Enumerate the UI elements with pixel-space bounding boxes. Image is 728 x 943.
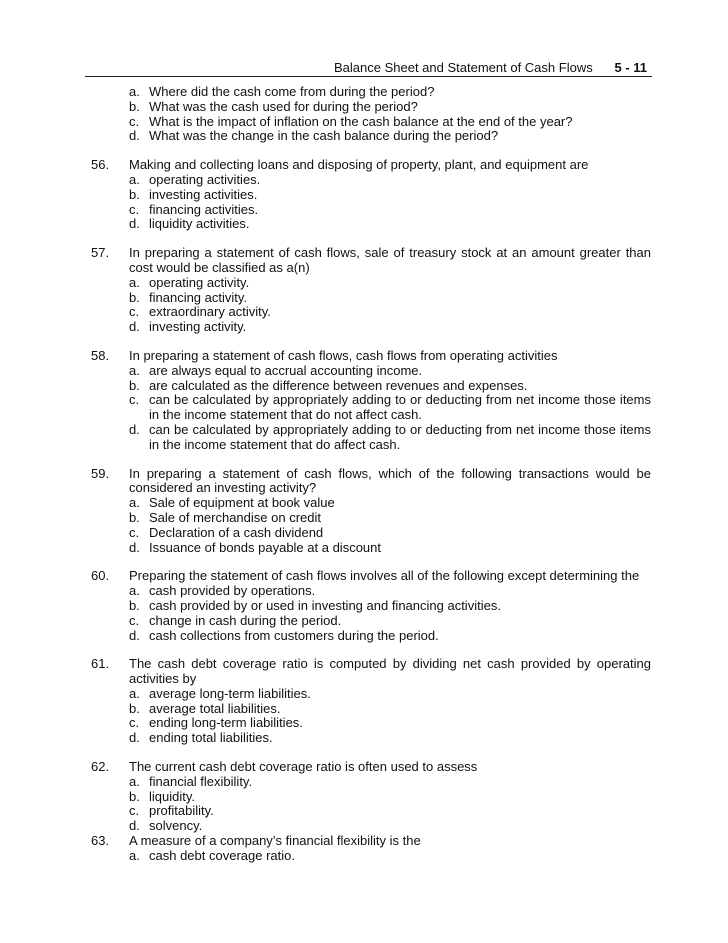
option-list	[91, 687, 651, 746]
option-text: Sale of equipment at book value	[149, 495, 335, 511]
option-list	[91, 849, 651, 864]
option-text: average total liabilities.	[149, 700, 281, 716]
answer-option	[129, 804, 651, 819]
answer-option	[129, 526, 651, 541]
answer-option	[129, 849, 651, 864]
option-text: financing activity.	[149, 289, 248, 305]
option-letter: c.	[129, 803, 140, 819]
question-stem: Making and collecting loans and disposing of property, plant, and equipment are	[129, 157, 589, 173]
answer-option	[129, 173, 651, 188]
option-letter: d.	[129, 539, 140, 555]
question-number: 63.	[91, 833, 110, 849]
option-letter: d.	[129, 730, 140, 746]
option-list	[91, 775, 651, 834]
option-letter: a.	[129, 274, 140, 290]
option-text: extraordinary activity.	[149, 304, 271, 320]
option-letter: c.	[129, 524, 140, 540]
option-letter: b.	[129, 289, 140, 305]
question-continuation	[91, 85, 651, 144]
question-item	[91, 834, 651, 864]
option-text: cash provided by or used in investing and financing activities.	[149, 597, 501, 613]
question-item	[91, 246, 651, 335]
option-text: average long-term liabilities.	[149, 685, 311, 701]
answer-option	[129, 614, 651, 629]
option-text: investing activities.	[149, 186, 258, 202]
answer-option	[129, 393, 651, 423]
option-list	[91, 276, 651, 335]
option-text: financing activities.	[149, 201, 259, 217]
question-number: 58.	[91, 347, 110, 363]
option-letter: d.	[129, 128, 140, 144]
question-number: 57.	[91, 245, 110, 261]
answer-option	[129, 702, 651, 717]
option-letter: b.	[129, 186, 140, 202]
option-text: are calculated as the difference between revenues and expenses.	[149, 377, 528, 393]
option-letter: b.	[129, 98, 140, 114]
option-text: cash debt coverage ratio.	[149, 847, 295, 863]
option-text: profitability.	[149, 803, 214, 819]
question-number: 61.	[91, 656, 110, 672]
option-text: ending total liabilities.	[149, 730, 273, 746]
answer-option	[129, 819, 651, 834]
option-text: Sale of merchandise on credit	[149, 509, 321, 525]
option-text: What was the cash used for during the period?	[149, 98, 418, 114]
question-item	[91, 467, 651, 556]
answer-option	[129, 129, 651, 144]
option-letter: b.	[129, 700, 140, 716]
question-stem: The cash debt coverage ratio is computed by dividing net cash provided by operating activities by	[129, 656, 651, 687]
answer-option	[129, 85, 651, 100]
option-text: Where did the cash come from during the period?	[149, 84, 435, 99]
answer-option	[129, 629, 651, 644]
answer-option	[129, 364, 651, 379]
answer-option	[129, 775, 651, 790]
answer-option	[129, 291, 651, 306]
option-letter: b.	[129, 509, 140, 525]
answer-option	[129, 599, 651, 614]
answer-option	[129, 203, 651, 218]
question-number: 62.	[91, 759, 110, 775]
option-letter: d.	[129, 319, 140, 335]
option-text: cash provided by operations.	[149, 583, 316, 599]
option-text: operating activity.	[149, 274, 250, 290]
option-text: liquidity.	[149, 788, 196, 804]
option-text: liquidity activities.	[149, 216, 250, 232]
option-letter: c.	[129, 304, 140, 320]
answer-option	[129, 423, 651, 453]
option-text: financial flexibility.	[149, 773, 253, 789]
question-list	[91, 85, 651, 864]
answer-option	[129, 276, 651, 291]
option-list	[91, 85, 651, 144]
question-number: 60.	[91, 568, 110, 584]
option-text: ending long-term liabilities.	[149, 715, 303, 731]
option-letter: d.	[129, 627, 140, 643]
option-text: change in cash during the period.	[149, 612, 342, 628]
answer-option	[129, 188, 651, 203]
question-stem: The current cash debt coverage ratio is often used to assess	[129, 759, 478, 775]
answer-option	[129, 790, 651, 805]
answer-option	[129, 687, 651, 702]
answer-option	[129, 115, 651, 130]
option-text: can be calculated by appropriately adding to or deducting from net income those items in the income statement that do affect cash.	[149, 421, 651, 452]
option-text: can be calculated by appropriately adding to or deducting from net income those items in the income statement that do not affect cash.	[149, 392, 651, 423]
option-letter: d.	[129, 216, 140, 232]
option-list	[91, 496, 651, 555]
question-stem: Preparing the statement of cash flows involves all of the following except determining the	[129, 568, 640, 584]
question-item	[91, 158, 651, 232]
question-item	[91, 760, 651, 834]
question-number: 56.	[91, 157, 110, 173]
option-letter: c.	[129, 392, 140, 408]
option-text: investing activity.	[149, 319, 247, 335]
answer-option	[129, 496, 651, 511]
option-letter: a.	[129, 583, 140, 599]
option-letter: c.	[129, 715, 140, 731]
option-letter: c.	[129, 201, 140, 217]
question-item	[91, 657, 651, 746]
question-number: 59.	[91, 465, 110, 481]
option-letter: d.	[129, 421, 140, 437]
question-stem: In preparing a statement of cash flows, which of the following transactions would be considered an investing activity?	[129, 465, 651, 496]
answer-option	[129, 541, 651, 556]
question-item	[91, 349, 651, 453]
answer-option	[129, 100, 651, 115]
option-letter: a.	[129, 773, 140, 789]
option-letter: a.	[129, 84, 140, 99]
answer-option	[129, 511, 651, 526]
option-text: are always equal to accrual accounting income.	[149, 362, 423, 378]
option-list	[91, 364, 651, 453]
answer-option	[129, 731, 651, 746]
option-letter: b.	[129, 377, 140, 393]
option-letter: b.	[129, 597, 140, 613]
page-header	[85, 60, 652, 77]
header-title: Balance Sheet and Statement of Cash Flows	[334, 60, 593, 75]
answer-option	[129, 584, 651, 599]
option-letter: d.	[129, 818, 140, 834]
option-list	[91, 584, 651, 643]
answer-option	[129, 320, 651, 335]
answer-option	[129, 217, 651, 232]
option-letter: a.	[129, 362, 140, 378]
option-letter: a.	[129, 171, 140, 187]
option-text: cash collections from customers during the period.	[149, 627, 439, 643]
option-text: Issuance of bonds payable at a discount	[149, 539, 381, 555]
option-text: operating activities.	[149, 171, 261, 187]
option-text: Declaration of a cash dividend	[149, 524, 324, 540]
question-stem: In preparing a statement of cash flows, cash flows from operating activities	[129, 347, 558, 363]
option-letter: b.	[129, 788, 140, 804]
page-number: 5 - 11	[614, 60, 647, 75]
question-stem: A measure of a company’s financial flexibility is the	[129, 833, 421, 849]
option-text: What is the impact of inflation on the cash balance at the end of the year?	[149, 113, 573, 129]
option-letter: a.	[129, 495, 140, 511]
option-letter: a.	[129, 847, 140, 863]
option-letter: c.	[129, 113, 140, 129]
option-text: solvency.	[149, 818, 203, 834]
answer-option	[129, 305, 651, 320]
option-letter: c.	[129, 612, 140, 628]
option-text: What was the change in the cash balance during the period?	[149, 128, 499, 144]
answer-option	[129, 716, 651, 731]
question-item	[91, 569, 651, 643]
answer-option	[129, 379, 651, 394]
option-letter: a.	[129, 685, 140, 701]
question-stem: In preparing a statement of cash flows, sale of treasury stock at an amount greater than cost would be classified as a(n)	[129, 245, 651, 275]
option-list	[91, 173, 651, 232]
